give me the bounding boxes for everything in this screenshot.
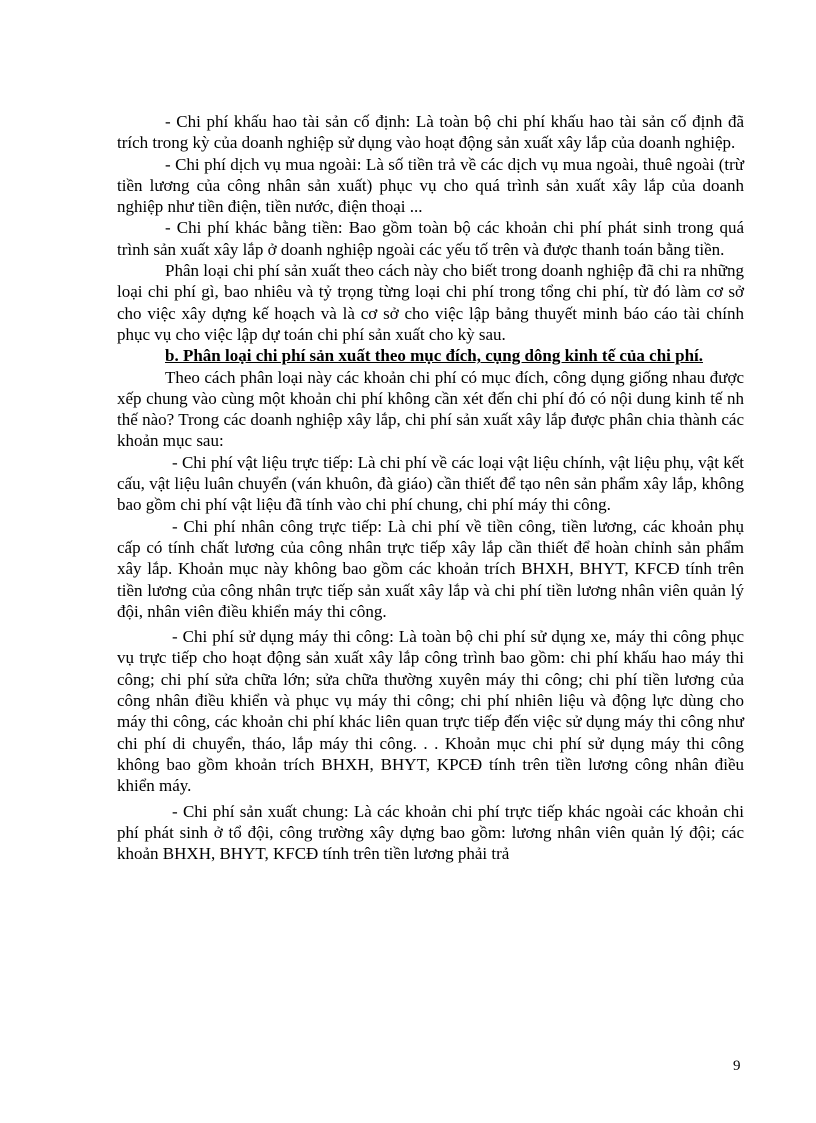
page-number: 9 — [733, 1058, 741, 1074]
paragraph-machine-costs: - Chi phí sử dụng máy thi công: Là toàn bộ chi phí sử dụng xe, máy thi công phục vụ trực tiếp cho hoạt động sản xuất xây lắp công trình bao gồm: chi phí khấu hao máy thi công; chi phí sửa chữa lớn; sửa chữa thường xuyên máy thi công; chi phí tiền lương của công nhân điều khiển và phục vụ máy thi công; chi phí nhiên liệu và động lực dùng cho máy thi công, các khoản chi phí khác liên quan trực tiếp đến việc sử dụng máy thi công như chi phí di chuyển, tháo, lắp máy thi công. . . Khoản mục chi phí sử dụng máy thi công không bao gồm khoản trích BHXH, BHYT, KPCĐ tính trên tiền lương công nhân điều khiển máy. — [117, 627, 744, 796]
document-body — [117, 111, 744, 864]
paragraph-direct-labor: - Chi phí nhân công trực tiếp: Là chi phí về tiền công, tiền lương, các khoản phụ cấp có tính chất lương của công nhân trực tiếp xây lắp cần thiết để hoàn chỉnh sản phẩm xây lắp. Khoản mục này không bao gồm các khoản trích BHXH, BHYT, KFCĐ tính trên tiền lương của công nhân trực tiếp sản xuất xây lắp và chi phí tiền lương nhân viên quản lý đội, nhân viên điều khiển máy thi công. — [117, 516, 744, 621]
paragraph-classification-summary: Phân loại chi phí sản xuất theo cách này cho biết trong doanh nghiệp đã chi ra những loại chi phí gì, bao nhiêu và tỷ trọng từng loại chi phí trong tổng chi phí, từ đó làm cơ sở cho việc xây dựng kế hoạch và là cơ sở cho việc lập bảng thuyết minh báo cáo tài chính phục vụ cho việc lập dự toán chi phí sản xuất cho kỳ sau. — [117, 261, 744, 344]
paragraph-purpose-classification: Theo cách phân loại này các khoản chi phí có mục đích, công dụng giống nhau được xếp chung vào cùng một khoản chi phí không cần xét đến chi phí đó có nội dung kinh tế nh thế nào? Trong các doanh nghiệp xây lắp, chi phí sản xuất xây lắp được phân chia thành các khoản mục sau: — [117, 367, 744, 451]
section-heading-b: b. Phân loại chi phí sản xuất theo mục đích, cụng dông kinh tế của chi phí. — [165, 346, 703, 366]
paragraph-depreciation: - Chi phí khấu hao tài sản cố định: Là toàn bộ chi phí khấu hao tài sản cố định đã trích trong kỳ của doanh nghiệp sử dụng vào hoạt động sản xuất xây lắp của doanh nghiệp. — [117, 112, 744, 153]
paragraph-direct-materials: - Chi phí vật liệu trực tiếp: Là chi phí về các loại vật liệu chính, vật liệu phụ, vật kết cấu, vật liệu luân chuyển (ván khuôn, đà giáo) cần thiết để tạo nên sản phẩm xây lắp, không bao gồm chi phí vật liệu đã tính vào chi phí chung, chi phí máy thi công. — [117, 452, 744, 515]
paragraph-outsourced-services: - Chi phí dịch vụ mua ngoài: Là số tiền trả về các dịch vụ mua ngoài, thuê ngoài (trừ tiền lương của công nhân sản xuất) phục vụ cho quá trình sản xuất xây lắp của doanh nghiệp như tiền điện, tiền nước, điện thoại ... — [117, 154, 744, 217]
paragraph-other-cash-costs: - Chi phí khác bằng tiền: Bao gồm toàn bộ các khoản chi phí phát sinh trong quá trình sản xuất xây lắp ở doanh nghiệp ngoài các yếu tố trên và được thanh toán bằng tiền. — [117, 218, 744, 259]
paragraph-general-production: - Chi phí sản xuất chung: Là các khoản chi phí trực tiếp khác ngoài các khoản chi phí phát sinh ở tổ đội, công trường xây dựng bao gồm: lương nhân viên quản lý đội; các khoản BHXH, BHYT, KFCĐ tính trên tiền lương phải trả — [117, 801, 744, 864]
